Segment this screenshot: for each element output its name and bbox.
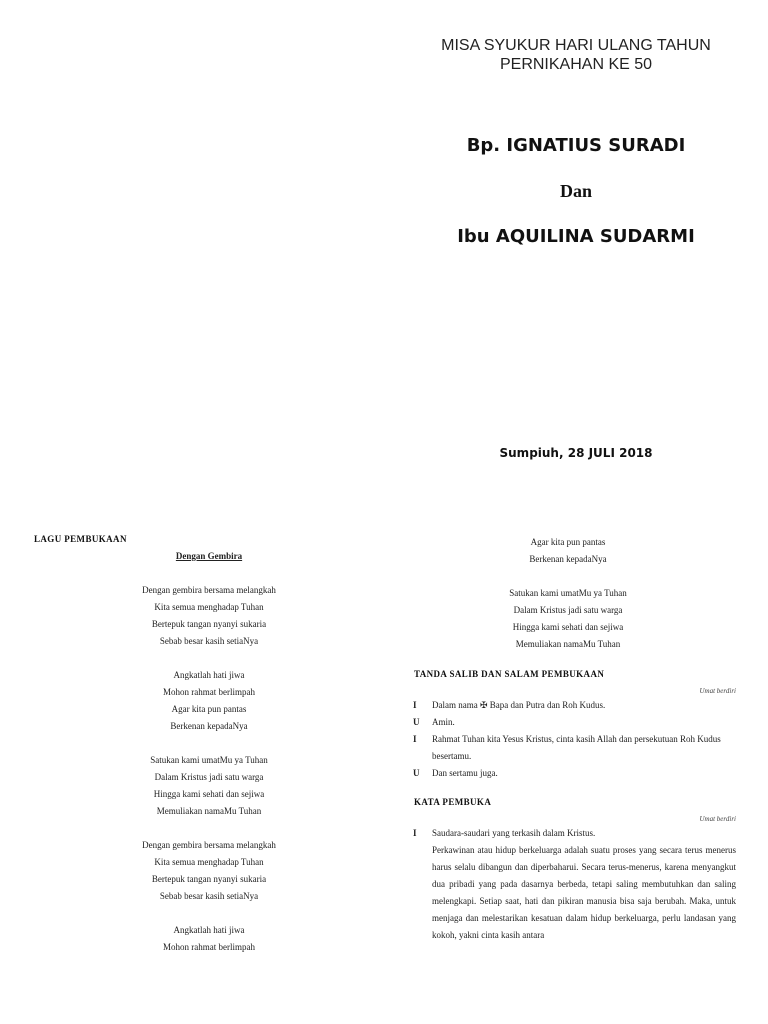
- lyric-line: Agar kita pun pantas: [530, 537, 606, 547]
- dialogue-text: Rahmat Tuhan kita Yesus Kristus, cinta kasih Allah dan persekutuan Roh Kudus besertamu.: [432, 734, 721, 761]
- cover-section: [384, 0, 768, 500]
- lyric-line: Agar kita pun pantas: [171, 704, 247, 714]
- husband-name: Bp. IGNATIUS SURADI: [466, 135, 686, 156]
- rubric-stand: Umat berdiri: [699, 687, 736, 695]
- lyric-line: Sebab besar kasih setiaNya: [159, 891, 259, 901]
- cover-title: [384, 36, 768, 74]
- role-marker: U: [413, 717, 420, 727]
- lyric-line: Memuliakan namaMu Tuhan: [156, 806, 262, 816]
- lyric-line: Hingga kami sehati dan sejiwa: [512, 622, 624, 632]
- opening-paragraph: Perkawinan atau hidup berkeluarga adalah suatu proses yang secara terus menerus harus selalu dibangun dan diperbaharui. Secara terus-menerus, karena menyangkut dua pribadi yang pada dasarnya berbeda, tetapi saling membutuhkan dan saling melengkapi. Setiap saat, hati dan pikiran manusia bisa saja berubah. Maka, untuk menjaga dan melestarikan kesatuan dalam hidup berkeluarga, perlu landasan yang kokoh, yakni cinta kasih antara: [432, 845, 736, 940]
- sign-of-cross-heading: TANDA SALIB DAN SALAM PEMBUKAAN: [414, 669, 605, 679]
- lyric-line: Dengan gembira bersama melangkah: [142, 840, 276, 850]
- song-continuation: [400, 534, 736, 653]
- lyric-line: Kita semua menghadap Tuhan: [154, 857, 264, 867]
- lyric-line: Sebab besar kasih setiaNya: [159, 636, 259, 646]
- lyric-line: Mohon rahmat berlimpah: [163, 687, 255, 697]
- lyric-line: Memuliakan namaMu Tuhan: [515, 639, 621, 649]
- lyric-line: Mohon rahmat berlimpah: [163, 942, 255, 952]
- role-marker: I: [413, 734, 417, 744]
- right-column: [400, 534, 736, 944]
- dialogue-text: Dan sertamu juga.: [432, 768, 498, 778]
- lyric-line: Satukan kami umatMu ya Tuhan: [509, 588, 627, 598]
- dialogue-line: [400, 825, 736, 842]
- lyric-line: Dengan gembira bersama melangkah: [142, 585, 276, 595]
- lyric-line: Berkenan kepadaNya: [529, 554, 607, 564]
- cover-title-line-1: MISA SYUKUR HARI ULANG TAHUN: [441, 37, 711, 54]
- opening-words-heading: KATA PEMBUKA: [414, 797, 492, 807]
- role-marker: I: [413, 700, 417, 710]
- lyric-line: Satukan kami umatMu ya Tuhan: [150, 755, 268, 765]
- wife-name: Ibu AQUILINA SUDARMI: [457, 226, 695, 247]
- lyric-line: Angkatlah hati jiwa: [173, 670, 245, 680]
- and-text: Dan: [559, 181, 592, 201]
- role-marker: I: [413, 828, 417, 838]
- lyric-line: Angkatlah hati jiwa: [173, 925, 245, 935]
- dialogue-line: [400, 697, 736, 714]
- dialogue-text: Saudara-saudari yang terkasih dalam Kristus.: [432, 828, 596, 838]
- song-block: [34, 548, 384, 956]
- dialogue-line: [400, 714, 736, 731]
- opening-song-heading: LAGU PEMBUKAAN: [34, 534, 127, 544]
- dialogue-line: [400, 765, 736, 782]
- left-column: [34, 534, 384, 956]
- dialogue-line: [400, 731, 736, 765]
- dialogue-text: Amin.: [432, 717, 455, 727]
- cover-title-line-2: PERNIKAHAN KE 50: [499, 56, 653, 73]
- song-title: Dengan Gembira: [175, 551, 243, 561]
- lyric-line: Dalam Kristus jadi satu warga: [154, 772, 264, 782]
- lyric-line: Bertepuk tangan nyanyi sukaria: [151, 619, 267, 629]
- dialogue-text: Dalam nama ✠ Bapa dan Putra dan Roh Kudus.: [432, 700, 606, 710]
- lyric-line: Dalam Kristus jadi satu warga: [513, 605, 623, 615]
- lyric-line: Kita semua menghadap Tuhan: [154, 602, 264, 612]
- place-date: Sumpiuh, 28 JULI 2018: [499, 446, 653, 460]
- lyric-line: Bertepuk tangan nyanyi sukaria: [151, 874, 267, 884]
- role-marker: U: [413, 768, 420, 778]
- lyric-line: Hingga kami sehati dan sejiwa: [153, 789, 265, 799]
- rubric-stand: Umat berdiri: [699, 815, 736, 823]
- lyric-line: Berkenan kepadaNya: [170, 721, 248, 731]
